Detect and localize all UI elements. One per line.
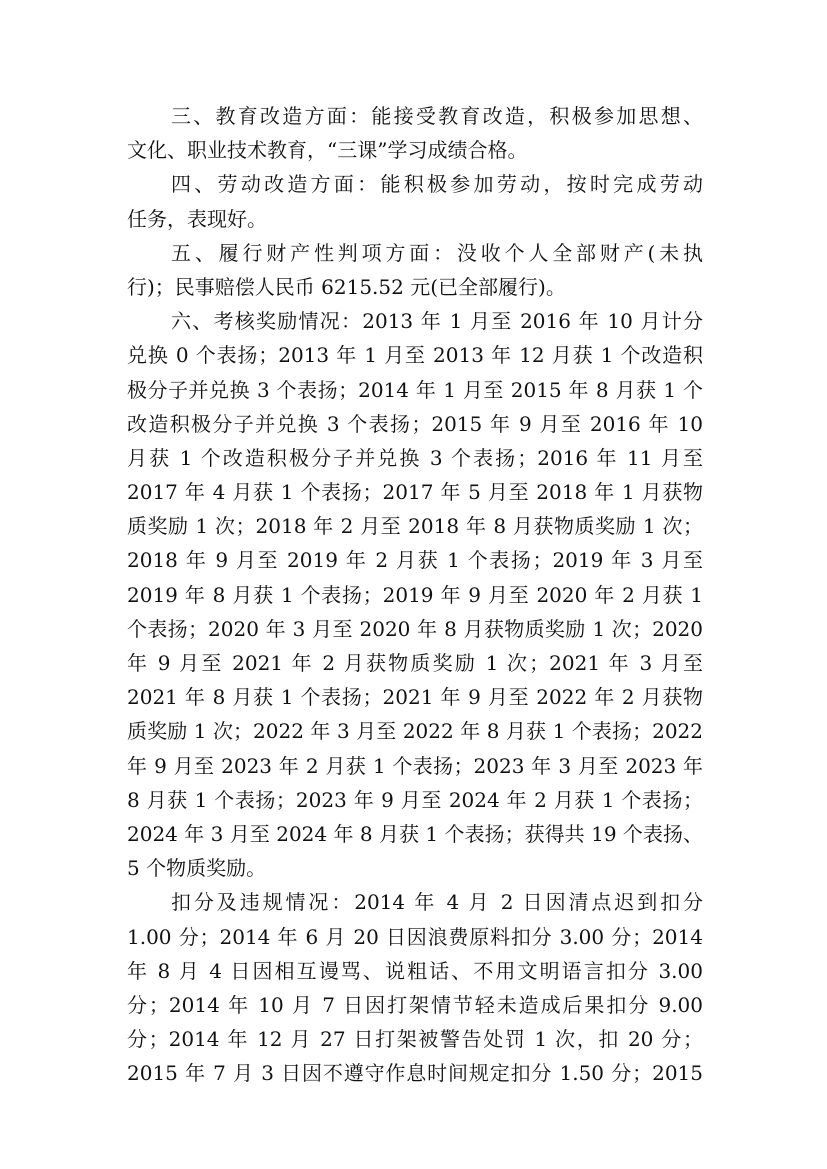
paragraph-labor-line-2: 任务，表现好。 — [127, 206, 267, 231]
paragraph-deductions-line-2: 1.00 分；2014 年 6 月 20 日因浪费原料扣分 3.00 分；2014 — [127, 924, 703, 949]
paragraph-property-line-1: 五、履行财产性判项方面：没收个人全部财产(未执 — [171, 240, 703, 265]
paragraph-rewards-line-11: 年 9 月至 2021 年 2 月获物质奖励 1 次；2021 年 3 月至 — [127, 651, 703, 675]
paragraph-rewards-line-8: 2018 年 9 月至 2019 年 2 月获 1 个表扬；2019 年 3 月至 — [127, 548, 703, 573]
paragraph-rewards-line-13: 质奖励 1 次；2022 年 3 月至 2022 年 8 月获 1 个表扬；2022 — [127, 719, 703, 744]
paragraph-rewards-line-3: 极分子并兑换 3 个表扬；2014 年 1 月至 2015 年 8 月获 1 个 — [127, 377, 703, 402]
paragraph-property-line-2: 行)；民事赔偿人民币 6215.52 元(已全部履行)。 — [127, 274, 566, 299]
paragraph-labor-line-1: 四、劳动改造方面：能积极参加劳动，按时完成劳动 — [171, 172, 703, 197]
paragraph-rewards-line-10: 个表扬；2020 年 3 月至 2020 年 8 月获物质奖励 1 次；2020 — [127, 616, 703, 641]
paragraph-rewards-line-12: 2021 年 8 月获 1 个表扬；2021 年 9 月至 2022 年 2 月获物 — [127, 685, 703, 710]
paragraph-rewards-line-2: 兑换 0 个表扬；2013 年 1 月至 2013 年 12 月获 1 个改造积 — [127, 343, 703, 368]
paragraph-rewards-line-7: 质奖励 1 次；2018 年 2 月至 2018 年 8 月获物质奖励 1 次； — [127, 514, 703, 539]
paragraph-rewards-line-17: 5 个物质奖励。 — [127, 856, 267, 881]
paragraph-rewards-line-9: 2019 年 8 月获 1 个表扬；2019 年 9 月至 2020 年 2 月获 1 — [127, 582, 703, 607]
paragraph-rewards-line-16: 2024 年 3 月至 2024 年 8 月获 1 个表扬；获得共 19 个表扬、 — [127, 821, 703, 846]
paragraph-education-line-1: 三、教育改造方面：能接受教育改造，积极参加思想、 — [171, 104, 703, 128]
paragraph-education-line-2: 文化、职业技术教育，“三课”学习成绩合格。 — [127, 138, 528, 163]
paragraph-deductions-line-4: 分；2014 年 10 月 7 日因打架情节轻未造成后果扣分 9.00 — [127, 992, 703, 1017]
document-body — [127, 99, 703, 1090]
paragraph-deductions-line-5: 分；2014 年 12 月 27 日打架被警告处罚 1 次，扣 20 分； — [127, 1027, 703, 1052]
paragraph-deductions-line-1: 扣分及违规情况：2014 年 4 月 2 日因清点迟到扣分 — [171, 890, 703, 915]
paragraph-rewards-line-4: 改造积极分子并兑换 3 个表扬；2015 年 9 月至 2016 年 10 — [127, 411, 703, 436]
paragraph-deductions-line-3: 年 8 月 4 日因相互谩骂、说粗话、不用文明语言扣分 3.00 — [127, 958, 703, 983]
paragraph-rewards-line-6: 2017 年 4 月获 1 个表扬；2017 年 5 月至 2018 年 1 月获物 — [127, 480, 703, 505]
paragraph-rewards-line-1: 六、考核奖励情况：2013 年 1 月至 2016 年 10 月计分 — [171, 309, 703, 334]
paragraph-deductions-line-6: 2015 年 7 月 3 日因不遵守作息时间规定扣分 1.50 分；2015 — [127, 1061, 703, 1086]
paragraph-rewards-line-15: 8 月获 1 个表扬；2023 年 9 月至 2024 年 2 月获 1 个表扬； — [127, 787, 703, 812]
paragraph-rewards-line-14: 年 9 月至 2023 年 2 月获 1 个表扬；2023 年 3 月至 2023 年 — [127, 753, 703, 778]
paragraph-rewards-line-5: 月获 1 个改造积极分子并兑换 3 个表扬；2016 年 11 月至 — [127, 445, 703, 470]
